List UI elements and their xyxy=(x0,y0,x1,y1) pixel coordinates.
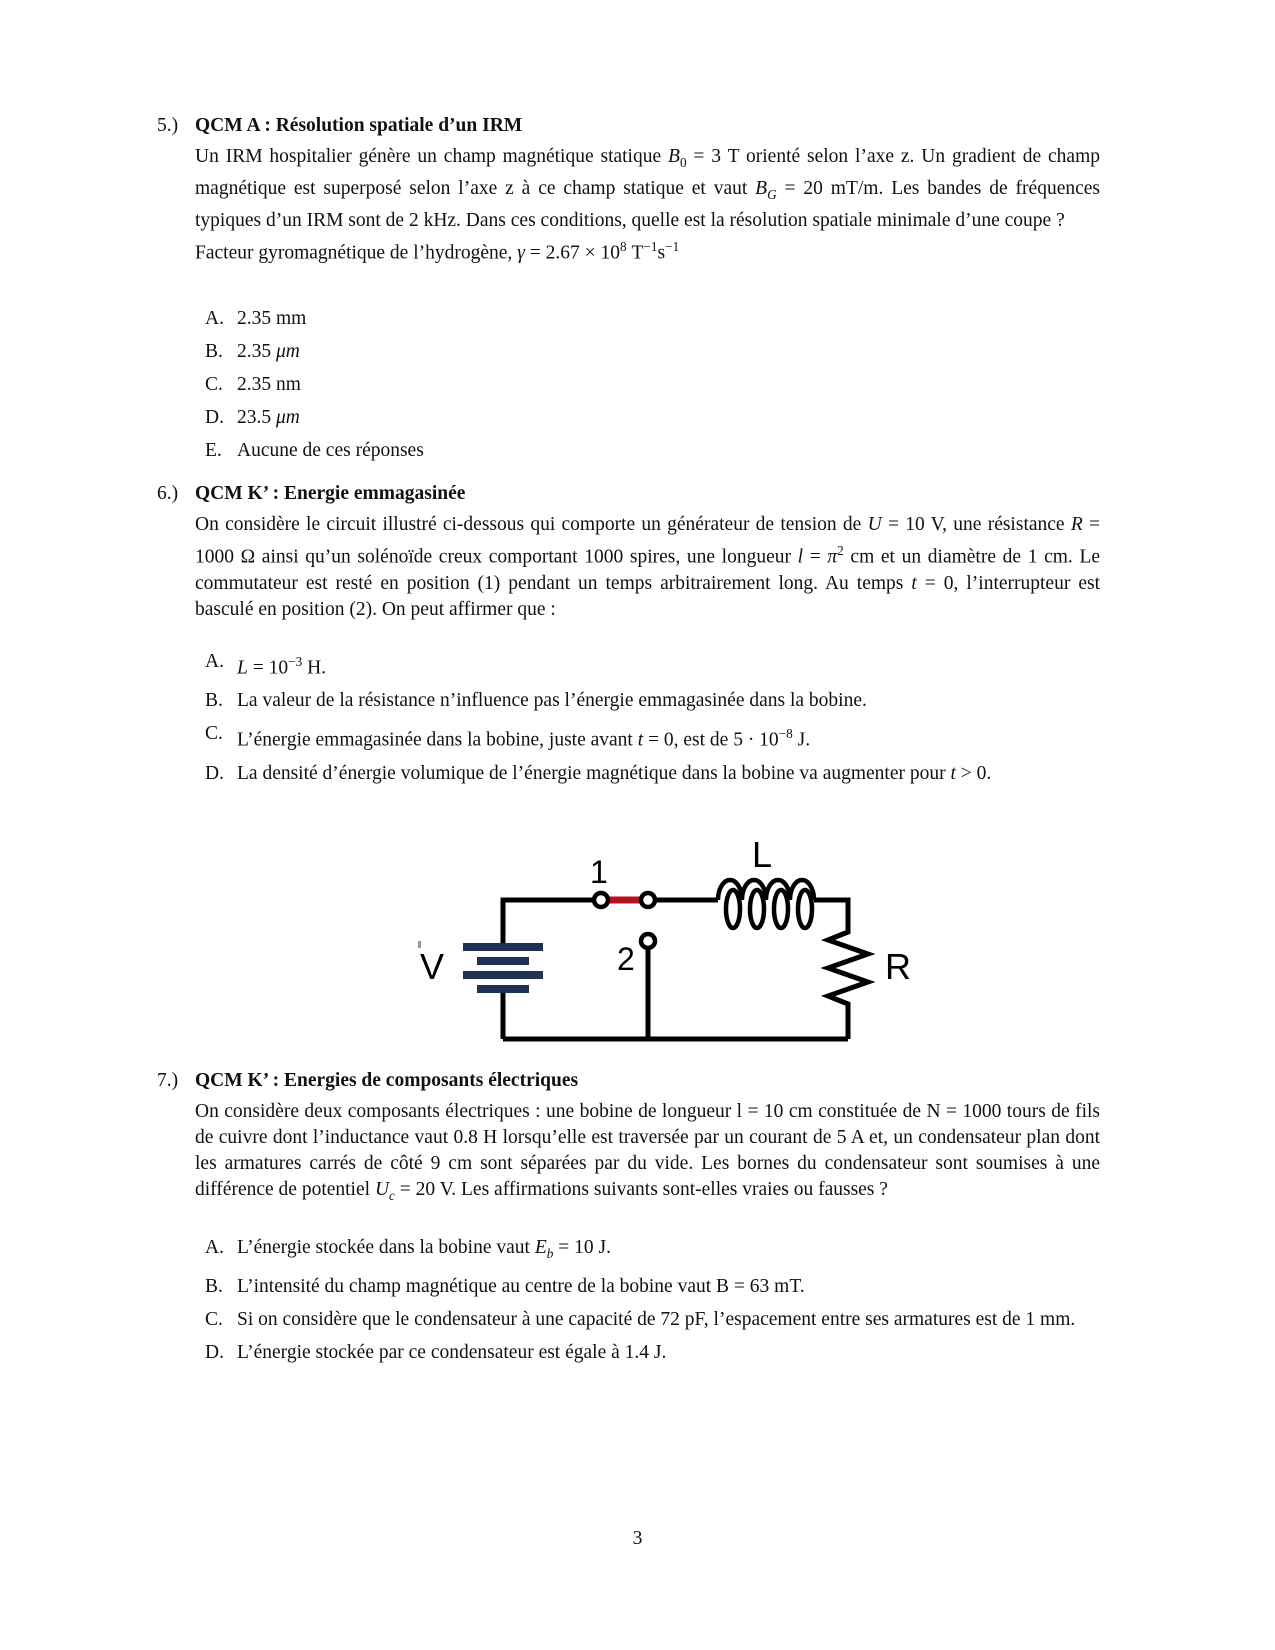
resistor-label: R xyxy=(885,945,911,987)
battery-plate-long xyxy=(463,943,543,951)
option-row xyxy=(205,649,1085,682)
option-label: C. xyxy=(205,374,223,396)
option-label: B. xyxy=(205,690,223,712)
question-body: On considère le circuit illustré ci-dessous qui comporte un générateur de tension de U = 10 V, une résistance R = 1000 Ω ainsi qu’un solénoïde creux comportant 1000 spires, une longueur $l = \pi^2$ cm et un diamètre de 1 cm. Le commutateur est resté en position (1) pendant un temps arbitrairement long. Au temps t = 0, l’interrupteur est basculé en position (2). On peut affirmer que : xyxy=(195,514,1101,620)
question-title: QCM K’ : Energies de composants électriques xyxy=(195,1069,579,1091)
option-row xyxy=(205,721,1085,754)
option-row xyxy=(205,306,1085,332)
question-body: On considère deux composants électriques : une bobine de longueur l = 10 cm constituée de N = 1000 tours de fils de cuivre dont l’inductance vaut 0.8 H lorsqu’elle est traversée par un courant de 5 A et, un condensateur plan dont les armatures carrés de côté 9 cm sont séparées par du vide. Les bornes du condensateur sont soumises à une différence de potentiel $U_c = 20$ V. Les affirmations suivants sont-elles vraies ou fausses ? xyxy=(195,1100,1100,1203)
option-row xyxy=(205,405,1085,431)
question-5-header xyxy=(157,112,1107,139)
inductor-loop xyxy=(798,890,812,928)
option-text: La densité d’énergie volumique de l’énergie magnétique dans la bobine va augmenter pour t > 0. xyxy=(237,762,992,784)
question-5 xyxy=(157,112,1107,464)
circuit-diagram xyxy=(395,807,925,1057)
wire-top-left xyxy=(503,900,594,947)
battery-plate-long xyxy=(463,971,543,979)
option-label: A. xyxy=(205,650,224,672)
option-text: L’énergie emmagasinée dans la bobine, juste avant t = 0, est de $5 \cdot 10^{-8}$ J. xyxy=(237,726,811,751)
option-row xyxy=(205,1235,1085,1267)
option-text: 2.35 mm xyxy=(237,308,307,330)
option-text: $L = 10^{-3}$ H. xyxy=(237,653,327,679)
source-label: V xyxy=(420,945,445,987)
option-label: D. xyxy=(205,407,224,429)
switch-contact-right xyxy=(641,893,655,907)
option-label: C. xyxy=(205,723,223,745)
question-7 xyxy=(157,1067,1107,1366)
question-6 xyxy=(157,480,1107,787)
option-text: La valeur de la résistance n’influence pas l’énergie emmagasinée dans la bobine. xyxy=(237,690,867,712)
option-text: L’énergie stockée par ce condensateur est égale à 1.4 J. xyxy=(237,1341,667,1363)
question-7-header xyxy=(157,1067,1107,1094)
question-6-header xyxy=(157,480,1107,507)
inductor-label: L xyxy=(752,833,773,875)
options-list xyxy=(205,649,1107,787)
option-text: L’énergie stockée dans la bobine vaut $E_b = 10$ J. xyxy=(237,1236,611,1261)
option-text: 2.35 nm xyxy=(237,374,301,396)
option-label: B. xyxy=(205,341,223,363)
battery-plate-short xyxy=(477,957,529,965)
option-label: A. xyxy=(205,308,224,330)
option-label: E. xyxy=(205,440,222,462)
page-number: 3 xyxy=(632,1528,643,1549)
question-title: QCM K’ : Energie emmagasinée xyxy=(195,483,466,505)
switch-contact-1 xyxy=(594,893,608,907)
option-label: A. xyxy=(205,1236,224,1258)
option-label: C. xyxy=(205,1308,223,1330)
option-row xyxy=(205,688,1085,714)
option-row xyxy=(205,1307,1085,1333)
option-label: B. xyxy=(205,1275,223,1297)
inductor-loop xyxy=(774,890,788,928)
option-row xyxy=(205,339,1085,365)
inductor-symbol xyxy=(718,880,814,928)
wires xyxy=(503,900,848,1039)
option-text: Si on considère que le condensateur à une capacité de 72 pF, l’espacement entre ses armatures est de 1 mm. xyxy=(237,1308,1076,1330)
question-number: 6.) xyxy=(157,483,179,505)
option-label: D. xyxy=(205,762,224,784)
option-row xyxy=(205,1340,1085,1366)
inductor-loop xyxy=(750,890,764,928)
option-row xyxy=(205,761,1085,787)
question-note: Facteur gyromagnétique de l’hydrogène, $\gamma = 2.67 \times 10^8$ $T^{-1}s^{-1}$ xyxy=(195,238,680,264)
option-text: L’intensité du champ magnétique au centre de la bobine vaut B = 63 mT. xyxy=(237,1275,805,1297)
option-row xyxy=(205,372,1085,398)
option-label: D. xyxy=(205,1341,224,1363)
option-text: 2.35 μm xyxy=(237,341,300,363)
switch-symbol xyxy=(594,893,655,948)
inductor-loop xyxy=(726,890,740,928)
question-title: QCM A : Résolution spatiale d’un IRM xyxy=(195,115,523,136)
options-list xyxy=(205,1235,1107,1366)
question-body: Un IRM hospitalier génère un champ magnétique statique $B_0 = 3$ T orienté selon l’axe z. Un gradient de champ magnétique est superposé selon l’axe z à ce champ statique et vaut $B_G = 20$ mT/m. Les bandes de fréquences typiques d’un IRM sont de 2 kHz. Dans ces conditions, quelle est la résolution spatiale minimale d’une coupe ? xyxy=(195,146,1101,231)
question-number: 5.) xyxy=(157,115,179,136)
option-text: 23.5 μm xyxy=(237,407,300,429)
question-number: 7.) xyxy=(157,1069,179,1091)
option-text: Aucune de ces réponses xyxy=(237,440,424,462)
options-list xyxy=(205,306,1107,464)
option-row xyxy=(205,438,1085,464)
resistor-symbol xyxy=(814,900,868,1039)
battery-plate-short xyxy=(477,985,529,993)
option-row xyxy=(205,1274,1085,1300)
circuit-svg xyxy=(395,807,925,1057)
switch-pos1-label: 1 xyxy=(590,853,608,890)
switch-contact-2 xyxy=(641,934,655,948)
switch-pos2-label: 2 xyxy=(617,940,635,977)
